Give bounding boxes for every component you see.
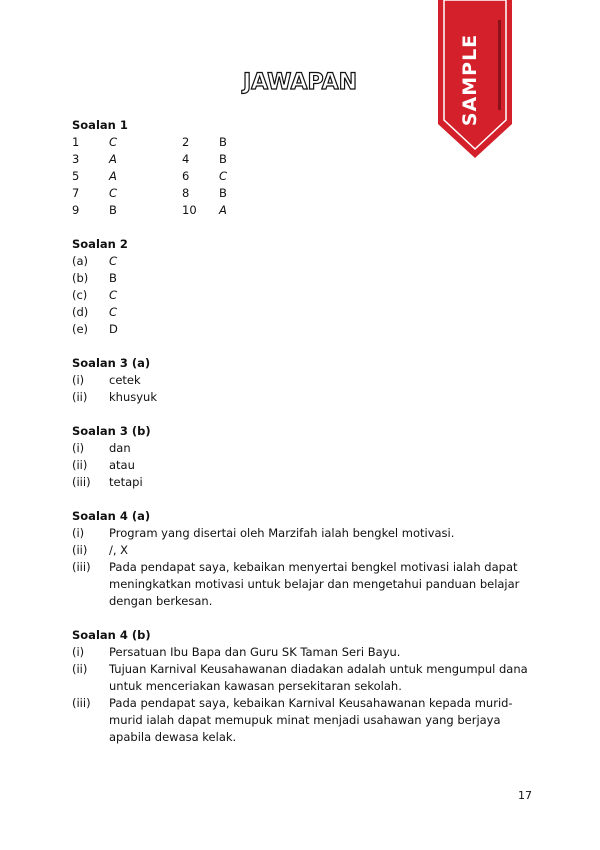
answer-row: [72, 644, 542, 661]
answer: /, X: [109, 543, 129, 557]
answer-row: [72, 270, 542, 287]
answer: C: [109, 186, 118, 200]
answer: cetek: [109, 373, 141, 387]
answer: Persatuan Ibu Bapa dan Guru SK Taman Seri Bayu.: [109, 645, 401, 659]
item-label: (ii): [72, 543, 88, 557]
answer: C: [109, 135, 118, 149]
answer: C: [109, 288, 118, 302]
answer: B: [219, 186, 227, 200]
soalan-2-section: [72, 236, 542, 338]
item-label: (ii): [72, 458, 88, 472]
answer: B: [109, 271, 117, 285]
answer-row: [72, 287, 542, 304]
answer-row: [72, 134, 542, 151]
item-label: (a): [72, 254, 89, 268]
answer: atau: [109, 458, 135, 472]
answer-row: [72, 695, 542, 746]
answer-row: [72, 440, 542, 457]
question-number: 10: [182, 203, 197, 217]
answer-row: [72, 151, 542, 168]
page-number: 17: [518, 789, 532, 802]
item-label: (i): [72, 645, 85, 659]
answer-row: [72, 202, 542, 219]
item-label: (iii): [72, 696, 91, 710]
answer-row: [72, 304, 542, 321]
item-label: (b): [72, 271, 89, 285]
ribbon-text: SAMPLE: [459, 33, 481, 127]
section-title: Soalan 3 (b): [72, 424, 151, 438]
item-label: (d): [72, 305, 89, 319]
answer-row: [72, 321, 542, 338]
item-label: (i): [72, 441, 85, 455]
item-label: (i): [72, 526, 85, 540]
soalan-1-section: [72, 117, 542, 219]
answer-row: [72, 253, 542, 270]
answer-row: [72, 185, 542, 202]
answer-row: [72, 525, 542, 542]
section-title: Soalan 1: [72, 118, 128, 132]
answer: C: [109, 254, 118, 268]
section-title: Soalan 2: [72, 237, 128, 251]
question-number: 9: [72, 203, 80, 217]
answer: khusyuk: [109, 390, 157, 404]
answer: B: [219, 152, 227, 166]
answer-row: [72, 372, 542, 389]
question-number: 3: [72, 152, 80, 166]
item-label: (i): [72, 373, 85, 387]
item-label: (e): [72, 322, 89, 336]
page-title: JAWAPAN: [242, 70, 358, 95]
question-number: 4: [182, 152, 190, 166]
answer: dan: [109, 441, 131, 455]
item-label: (iii): [72, 560, 91, 574]
question-number: 1: [72, 135, 80, 149]
section-title: Soalan 4 (a): [72, 509, 151, 523]
answer: B: [109, 203, 117, 217]
soalan-3a-section: [72, 355, 542, 406]
question-number: 7: [72, 186, 80, 200]
answer: C: [109, 305, 118, 319]
question-number: 5: [72, 169, 80, 183]
answer: tetapi: [109, 475, 143, 489]
section-title: Soalan 4 (b): [72, 628, 151, 642]
answer-row: [72, 168, 542, 185]
answer: Pada pendapat saya, kebaikan menyertai bengkel motivasi ialah dapat meningkatkan motivasi untuk belajar dan mengetahui panduan belajar dengan berkesan.: [109, 560, 520, 608]
answer: Tujuan Karnival Keusahawanan diadakan adalah untuk mengumpul dana untuk menceriakan kawasan persekitaran sekolah.: [109, 662, 528, 693]
answer: B: [219, 135, 227, 149]
answer-row: [72, 389, 542, 406]
answer: A: [109, 152, 117, 166]
answer: A: [109, 169, 117, 183]
soalan-4a-section: [72, 508, 542, 610]
soalan-3b-section: [72, 423, 542, 491]
item-label: (c): [72, 288, 88, 302]
answer-row: [72, 457, 542, 474]
question-number: 8: [182, 186, 190, 200]
answer-row: [72, 474, 542, 491]
item-label: (iii): [72, 475, 91, 489]
answer: D: [109, 322, 118, 336]
answer-row: [72, 661, 542, 695]
question-number: 2: [182, 135, 190, 149]
item-label: (ii): [72, 662, 88, 676]
section-title: Soalan 3 (a): [72, 356, 151, 370]
answer-row: [72, 559, 542, 610]
answer-row: [72, 542, 542, 559]
answer: C: [219, 169, 228, 183]
question-number: 6: [182, 169, 190, 183]
answer: Pada pendapat saya, kebaikan Karnival Keusahawanan kepada murid-murid ialah dapat memupuk minat menjadi usahawan yang berjaya apabila dewasa kelak.: [109, 696, 513, 744]
soalan-4b-section: [72, 627, 542, 746]
answer: A: [219, 203, 227, 217]
ribbon-stripe: [498, 20, 501, 110]
answer: Program yang disertai oleh Marzifah ialah bengkel motivasi.: [109, 526, 455, 540]
answer-content: [72, 117, 542, 763]
item-label: (ii): [72, 390, 88, 404]
